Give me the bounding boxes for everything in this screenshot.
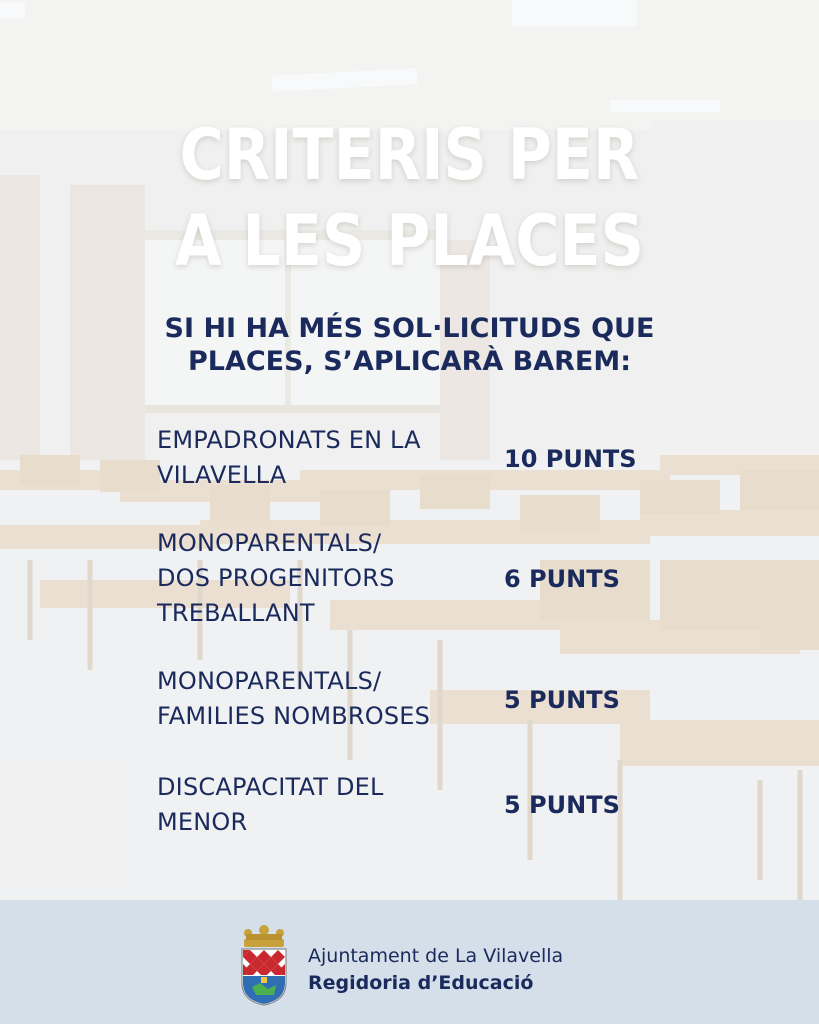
municipal-coat-of-arms-icon: [238, 925, 290, 1007]
criteria-list: [157, 0, 677, 900]
criterion-label: [157, 423, 487, 493]
criterion-label-line: MONOPARENTALS/: [157, 667, 382, 695]
criterion-label-line: FAMILIES NOMBROSES: [157, 702, 431, 730]
criterion-points: 6 PUNTS: [504, 565, 620, 593]
department-name: Regidoria d’Educació: [308, 972, 534, 994]
criterion-points: 10 PUNTS: [504, 445, 637, 473]
criterion-label: [157, 664, 487, 734]
criterion-points: 5 PUNTS: [504, 791, 620, 819]
criterion-label-line: VILAVELLA: [157, 461, 287, 489]
subtitle-line-1: SI HI HA MÉS SOL·LICITUDS QUE: [164, 313, 655, 344]
criterion-points: 5 PUNTS: [504, 686, 620, 714]
criterion-label: [157, 526, 487, 631]
criterion-label-line: EMPADRONATS EN LA: [157, 426, 421, 454]
title-line-2: A LES PLACES: [174, 200, 645, 282]
title-line-1: CRITERIS PER: [179, 114, 640, 196]
criterion-label: [157, 770, 487, 840]
criterion-label-line: DISCAPACITAT DEL: [157, 773, 384, 801]
organization-name: Ajuntament de La Vilavella: [308, 945, 564, 967]
subtitle-line-2: PLACES, S’APLICARÀ BAREM:: [187, 346, 632, 377]
criterion-label-line: MONOPARENTALS/: [157, 529, 382, 557]
criterion-label-line: MENOR: [157, 808, 248, 836]
criterion-label-line: TREBALLANT: [157, 599, 315, 627]
criterion-label-line: DOS PROGENITORS: [157, 564, 395, 592]
